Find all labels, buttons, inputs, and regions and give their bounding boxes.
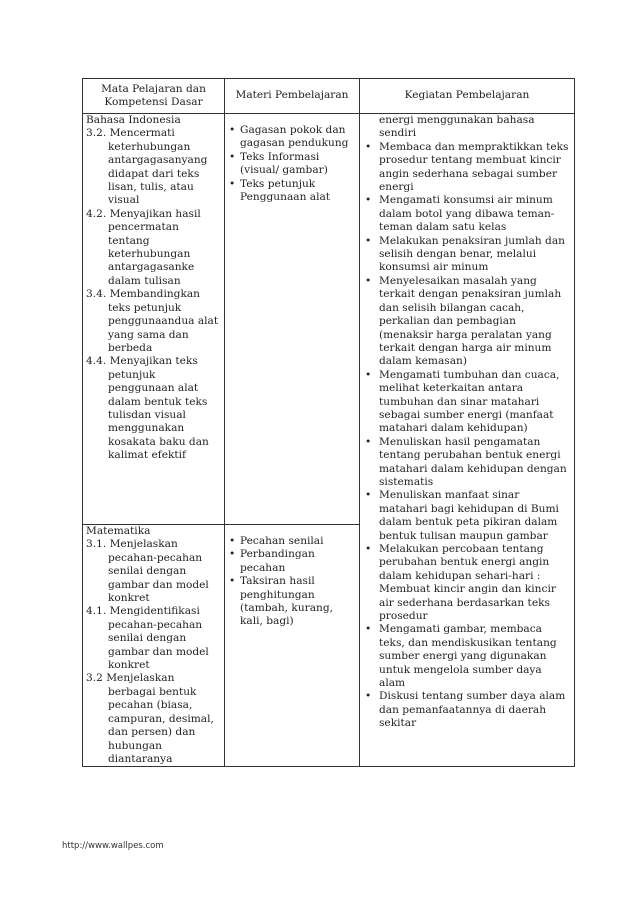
activity-item: • Mengamati konsumsi air minum dalam botol yang dibawa teman-teman dalam satu kelas bbox=[363, 194, 571, 234]
cell-activities bbox=[360, 114, 575, 767]
cell-subject-bahasa bbox=[83, 114, 225, 525]
header-subject: Mata Pelajaran dan Kompetensi Dasar bbox=[83, 79, 225, 114]
material-item: • Taksiran hasil penghitungan (tambah, kurang, kali, bagi) bbox=[228, 575, 356, 629]
competency-item: 3.2 Menjelaskan berbagai bentuk pecahan (biasa, campuran, desimal, dan persen) dan hubungan diantaranya bbox=[86, 672, 214, 765]
activity-continuation: energi menggunakan bahasa sendiri bbox=[379, 114, 535, 140]
competency-item: 4.4. Menyajikan teks petunjuk penggunaan alat dalam bentuk teks tulisdan visual menggunakan kosakata baku dan kalimat efektif bbox=[86, 355, 209, 462]
activity-item: • Mengamati gambar, membaca teks, dan mendiskusikan tentang sumber energi yang digunakan untuk mengelola sumber daya alam bbox=[363, 623, 571, 690]
activity-item: • Menuliskan hasil pengamatan tentang perubahan bentuk energi matahari dalam kehidupan dengan sistematis bbox=[363, 436, 571, 490]
cell-material-matematika bbox=[225, 525, 360, 767]
cell-subject-matematika bbox=[83, 525, 225, 767]
header-activity: Kegiatan Pembelajaran bbox=[360, 79, 575, 114]
activity-item: • Melakukan penaksiran jumlah dan selisih dengan benar, melalui konsumsi air minum bbox=[363, 235, 571, 275]
activity-item: • Menyelesaikan masalah yang terkait dengan penaksiran jumlah dan selisih bilangan cacah, perkalian dan pembagian (menaksir harga peralatan yang terkait dengan harga air minum dalam kemasan) bbox=[363, 275, 571, 369]
subject-title: Matematika bbox=[86, 525, 151, 537]
activity-item: • Menuliskan manfaat sinar matahari bagi kehidupan di Bumi dalam bentuk peta pikiran dalam bentuk tulisan maupun gambar bbox=[363, 489, 571, 543]
activity-item: • Diskusi tentang sumber daya alam dan pemanfaatannya di daerah sekitar bbox=[363, 690, 571, 730]
subject-title: Bahasa Indonesia bbox=[86, 114, 181, 126]
activity-item: • Melakukan percobaan tentang perubahan bentuk energi angin dalam kehidupan sehari-hari : Membuat kincir angin dan kincir air sederhana berdasarkan teks prosedur bbox=[363, 543, 571, 623]
material-item: • Teks petunjuk Penggunaan alat bbox=[228, 178, 356, 205]
material-item: • Teks Informasi (visual/ gambar) bbox=[228, 151, 356, 178]
activity-item: • Membaca dan mempraktikkan teks prosedur tentang membuat kincir angin sederhana sebagai sumber energi bbox=[363, 141, 571, 195]
material-item: • Perbandingan pecahan bbox=[228, 548, 356, 575]
material-item: • Pecahan senilai bbox=[228, 535, 356, 548]
competency-item: 3.4. Membandingkan teks petunjuk penggunaandua alat yang sama dan berbeda bbox=[86, 288, 219, 354]
competency-item: 4.2. Menyajikan hasil pencermatan tentang keterhubungan antargagasanke dalam tulisan bbox=[86, 207, 201, 287]
lesson-plan-table bbox=[82, 78, 575, 767]
competency-item: 3.2. Mencermati keterhubungan antargagasanyang didapat dari teks lisan, tulis, atau visual bbox=[86, 127, 208, 207]
table-header-row bbox=[83, 79, 575, 114]
table-row-bahasa bbox=[83, 114, 575, 525]
header-material: Materi Pembelajaran bbox=[225, 79, 360, 114]
activity-list bbox=[363, 141, 571, 731]
material-list bbox=[228, 535, 356, 629]
activity-item: • Mengamati tumbuhan dan cuaca, melihat keterkaitan antara tumbuhan dan sinar matahari sebagai sumber energi (manfaat matahari dalam kehidupan) bbox=[363, 369, 571, 436]
competency-item: 3.1. Menjelaskan pecahan-pecahan senilai dengan gambar dan model konkret bbox=[86, 538, 209, 605]
material-item: • Gagasan pokok dan gagasan pendukung bbox=[228, 124, 356, 151]
footer-url: http://www.wallpes.com bbox=[62, 841, 164, 851]
competency-item: 4.1. Mengidentifikasi pecahan-pecahan senilai dengan gambar dan model konkret bbox=[86, 605, 209, 672]
cell-material-bahasa bbox=[225, 114, 360, 525]
material-list bbox=[228, 124, 356, 204]
